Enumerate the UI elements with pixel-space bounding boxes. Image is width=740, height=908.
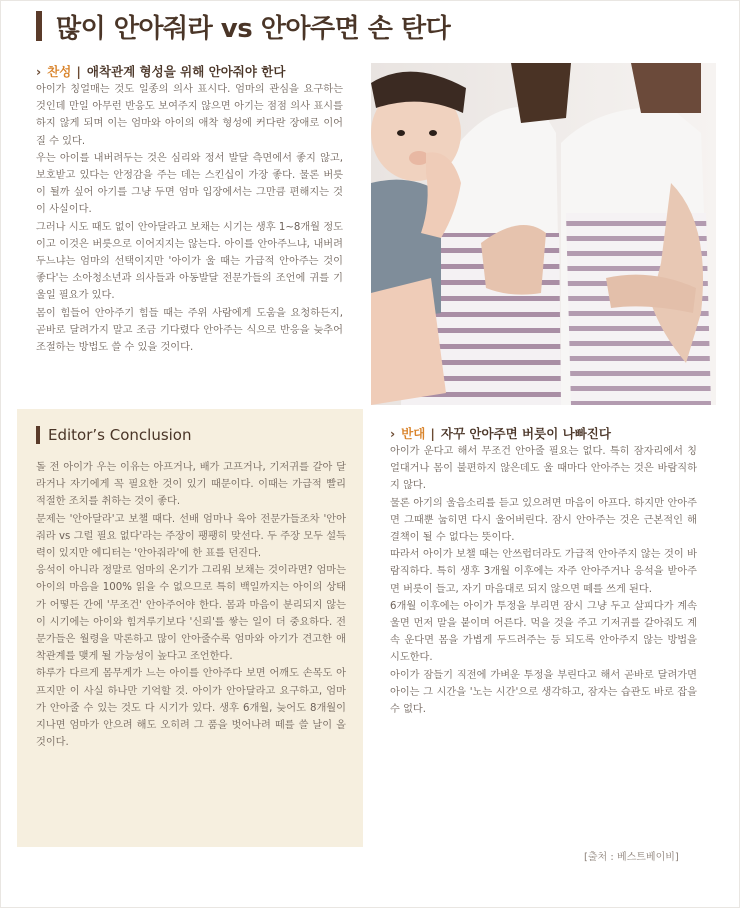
- editor-paragraph: 돌 전 아이가 우는 이유는 아프거나, 배가 고프거나, 기저귀를 갈아 달라거나 자기에게 꼭 필요한 것이 있기 때문이다. 이때는 가급적 빨리 적절한 조치를 취하는 것이 좋다.: [36, 462, 346, 508]
- editor-body: [36, 459, 346, 751]
- pro-subtitle: 애착관계 형성을 위해 안아줘야 한다: [86, 64, 286, 79]
- con-body: [390, 443, 697, 718]
- editor-paragraph: 응석이 아니라 정말로 엄마의 온기가 그리워 보채는 것이라면? 엄마는 아이의 마음을 100% 읽을 수 없으므로 특히 백일까지는 아이의 상태가 어떻든 간에 '무조건' 안아주어야 한다. 몸과 마음이 분리되지 않는 이 시기에는 아이와 힘겨루기보다 '신뢰'를 쌓는 일이 더 중요하다. 전문가들은 월령을 막론하고 많이 안아줄수록 엄마와 아기가 견고한 애착관계를 맺게 될 가능성이 높다고 조언한다.: [36, 565, 346, 663]
- con-subtitle: 자꾸 안아주면 버릇이 나빠진다: [440, 426, 611, 441]
- editor-title: Editor’s Conclusion: [48, 426, 192, 444]
- divider-bar: |: [76, 63, 81, 79]
- chevron-right-icon: ›: [390, 425, 396, 441]
- pro-paragraph: 그러나 시도 때도 없이 안아달라고 보채는 시기는 생후 1~8개월 정도이고 이것은 버릇으로 이어지지는 않는다. 아이를 안아주느냐, 내버려두느냐는 엄마의 선택이지만 '아이가 울 때는 가급적 안아주는 것이 좋다'는 소아청소년과 의사들과 아동발달 전문가들의 조언에 귀를 기울일 필요가 있다.: [36, 221, 343, 302]
- pro-paragraph: 몸이 힘들어 안아주기 힘들 때는 주위 사람에게 도움을 요청하든지, 곧바로 달려가지 말고 조금 기다렸다 안아주는 식으로 반응을 늦추어 조절하는 방법도 쓸 수 있을 것이다.: [36, 307, 343, 354]
- pro-tag: 찬성: [47, 64, 72, 79]
- title-accent-bar: [36, 11, 42, 41]
- source-credit: [출처 : 베스트베이비]: [584, 852, 679, 863]
- pro-paragraph: 우는 아이를 내버려두는 것은 심리와 정서 발달 측면에서 좋지 않고, 보호받고 있다는 안정감을 주는 데는 스킨십이 가장 좋다. 물론 버릇이 될까 싶어 아기를 그냥 두면 엄마 입장에서는 그만큼 편해지는 것이 사실이다.: [36, 152, 343, 216]
- title-text: 많이 안아줘라 vs 안아주면 손 탄다: [56, 13, 451, 44]
- con-paragraph: 물론 아기의 울음소리를 듣고 있으려면 마음이 아프다. 하지만 안아주면 그때뿐 눕히면 다시 울어버린다. 잠시 안아주는 것은 근본적인 해결책이 될 수 없다는 뜻이다.: [390, 497, 697, 544]
- con-section-heading: [390, 424, 611, 442]
- con-tag: 반대: [401, 426, 426, 441]
- pro-body: [36, 81, 343, 356]
- divider-bar: |: [430, 425, 435, 441]
- pro-paragraph: 아이가 칭얼매는 것도 일종의 의사 표시다. 엄마의 관심을 요구하는 것인데 만일 아무런 반응도 보여주지 않으면 아기는 점점 의사 표시를 하지 않게 되며 이는 엄마와 아이의 애착 형성에 커다란 장애로 이어질 수 있다.: [36, 84, 343, 147]
- con-paragraph: 따라서 아이가 보챌 때는 안쓰럽더라도 가급적 안아주지 않는 것이 바람직하다. 특히 생후 3개월 이후에는 자주 안아주거나 응석을 받아주면 버릇이 들고, 자기 마음대로 되지 않으면 떼를 쓰게 된다.: [390, 549, 697, 595]
- pro-section-heading: [36, 62, 285, 80]
- mother-and-baby-photo: [371, 63, 716, 405]
- con-paragraph: 아이가 잠들기 직전에 가벼운 투정을 부린다고 해서 곧바로 달려가면 아이는 그 시간을 '노는 시간'으로 생각하고, 잠자는 습관도 바로 잡을 수 없다.: [390, 669, 697, 716]
- editor-paragraph: 하루가 다르게 몸무게가 느는 아이를 안아주다 보면 어깨도 손목도 아프지만 이 사실 하나만 기억할 것. 아이가 안아달라고 요구하고, 엄마가 안아줄 수 있는 것도 다 시기가 있다. 생후 6개월, 늦어도 8개월이 지나면 엄마가 안으려 해도 오히려 그 품을 벗어나려 떼를 쓸 날이 올 것이다.: [36, 668, 346, 749]
- editor-heading: [36, 426, 192, 444]
- con-paragraph: 아이가 운다고 해서 무조건 안아줄 필요는 없다. 특히 잠자리에서 칭얼대거나 몸이 불편하지 않은데도 울 때마다 안아주는 것은 바람직하지 않다.: [390, 446, 697, 492]
- editor-accent-bar: [36, 426, 40, 444]
- chevron-right-icon: ›: [36, 63, 42, 79]
- photo-illustration: [371, 63, 716, 405]
- con-paragraph: 6개월 이후에는 아이가 투정을 부리면 잠시 그냥 두고 살피다가 계속 울면 먼저 말을 붙이며 어른다. 먹을 것을 주고 기저귀를 갈아줘도 계속 운다면 몸을 가볍게 두드려주는 등 되도록 안아주지 않는 방법을 시도한다.: [390, 600, 697, 664]
- page-title: [36, 6, 450, 46]
- editor-paragraph: 문제는 '안아달라'고 보챌 때다. 선배 엄마나 육아 전문가들조차 '안아줘라 vs 그럴 필요 없다'라는 주장이 팽팽히 맞선다. 두 주장 모두 설득력이 있지만 에디터는 '안아줘라'에 한 표를 던진다.: [36, 513, 346, 560]
